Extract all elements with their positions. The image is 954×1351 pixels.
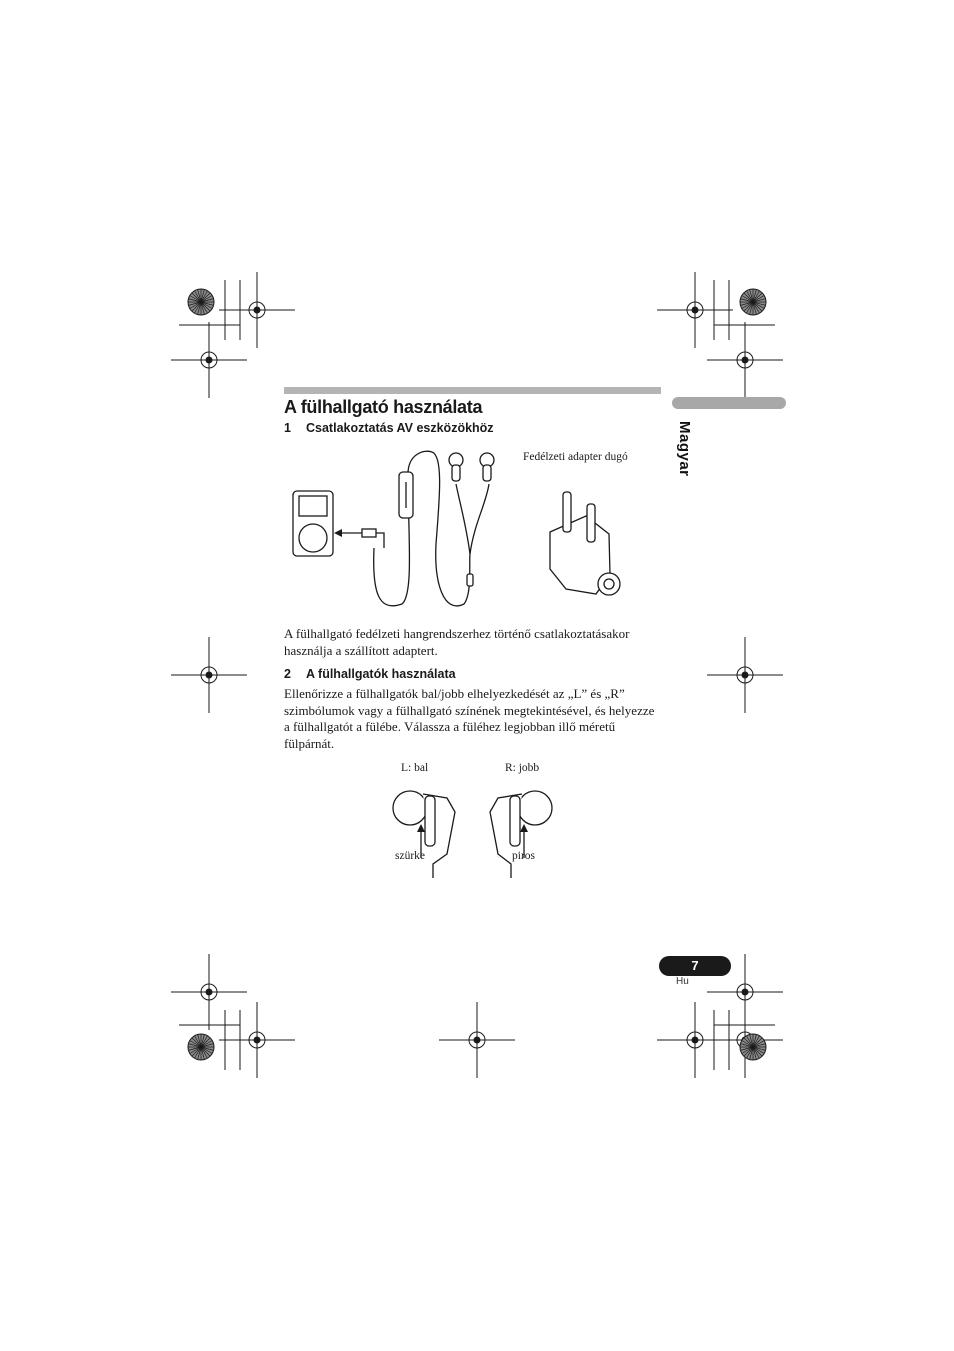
starburst-mark [740, 1034, 766, 1060]
section-2-heading [284, 667, 456, 681]
section-1-heading [284, 421, 494, 435]
section-1-paragraph: A fülhallgató fedélzeti hangrendszerhez történő csatlakoztatásakor használja a szállított adaptert. [284, 626, 630, 658]
language-code: Hu [676, 976, 689, 987]
adapter-caption: Fedélzeti adapter dugó [523, 451, 628, 463]
starburst-mark [188, 289, 214, 315]
player-device-icon [293, 491, 333, 556]
right-earbud-icon [490, 791, 552, 878]
registration-target [707, 637, 783, 713]
starburst-mark [188, 1034, 214, 1060]
registration-target [219, 1002, 295, 1078]
section-1-title: Csatlakoztatás AV eszközökhöz [306, 421, 494, 435]
registration-target [657, 272, 733, 348]
section-1-number: 1 [284, 421, 291, 435]
plug-arrow-icon [334, 529, 384, 548]
language-tab-label: Magyar [676, 421, 693, 477]
registration-target [439, 1002, 515, 1078]
registration-target [171, 637, 247, 713]
earbuds-lr-illustration [385, 786, 565, 882]
registration-target [219, 272, 295, 348]
left-earbud-icon [393, 791, 455, 878]
right-earbud-label: R: jobb [505, 762, 540, 774]
section-2-title: A fülhallgatók használata [306, 667, 456, 681]
language-tab-bar [672, 397, 786, 409]
starburst-mark [740, 289, 766, 315]
remote-control-icon [399, 472, 413, 518]
section-2-number: 2 [284, 667, 291, 681]
registration-target [707, 322, 783, 398]
registration-target [171, 954, 247, 1030]
left-color-label: szürke [395, 850, 426, 862]
section-2-paragraph: Ellenőrizze a fülhallgatók bal/jobb elhelyezkedését az „L” és „R” szimbólumok vagy a fülhallgató színének megtekintésével, és helyezze a fülhallgatót a fülébe. Válassza a füléhez legjobban illő méretű fülpárnát. [284, 686, 655, 751]
connection-illustration [284, 444, 664, 620]
right-color-label: piros [512, 850, 535, 862]
page-title: A fülhallgató használata [284, 397, 483, 417]
airplane-adapter-icon [550, 492, 620, 595]
registration-target [171, 322, 247, 398]
earbuds-icon [449, 453, 494, 586]
header-rule [284, 387, 661, 394]
page-number-badge: 7 [659, 956, 731, 976]
left-earbud-label: L: bal [401, 762, 429, 774]
